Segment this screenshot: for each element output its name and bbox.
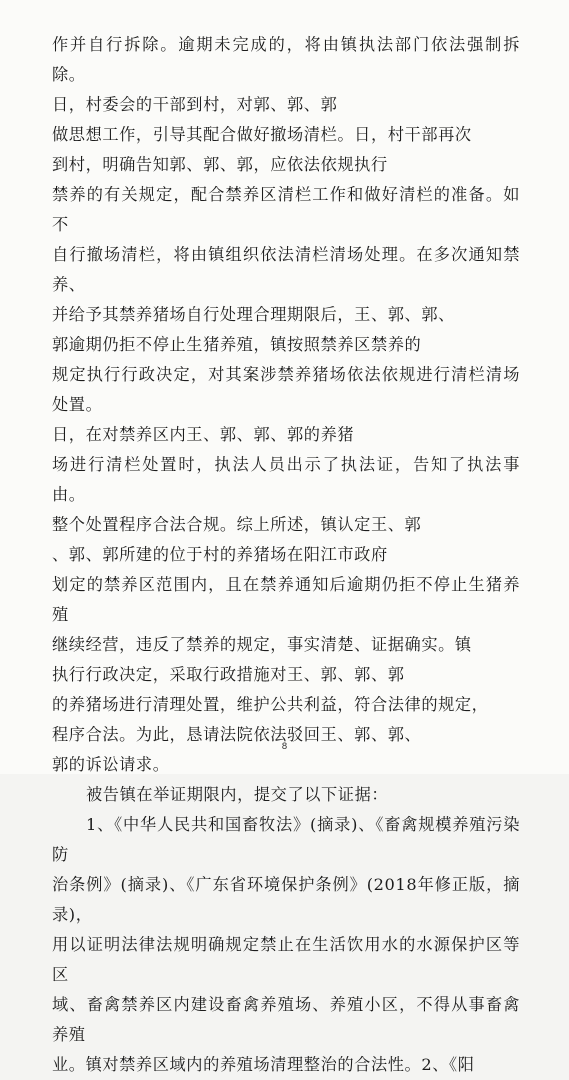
text-line: 日，村委会的干部到村，对郭、郭、郭 (52, 95, 338, 114)
text-line: 被告镇在举证期限内，提交了以下证据： (86, 785, 389, 804)
text-line: 划定的禁养区范围内，且在禁养通知后逾期仍拒不停止生猪养殖 (52, 575, 520, 624)
text-line: 1、《中华人民共和国畜牧法》(摘录)、《畜禽规模养殖污染防 (52, 815, 520, 864)
text-line: 规定执行行政决定，对其案涉禁养猪场依法依规进行清栏清场处置。 (52, 365, 520, 414)
text-line: 到村，明确告知郭、郭、郭，应依法依规执行 (52, 155, 388, 174)
text-line: 郭的诉讼请求。 (52, 755, 170, 774)
text-line: 用以证明法律法规明确规定禁止在生活饮用水的水源保护区等区 (52, 935, 520, 984)
text-line: 整个处置程序合法合规。综上所述，镇认定王、郭 (52, 515, 422, 534)
text-line: 继续经营，违反了禁养的规定，事实清楚、证据确实。镇 (52, 635, 472, 654)
text-line: 做思想工作，引导其配合做好撤场清栏。日，村干部再次 (52, 125, 472, 144)
text-line: 、郭、郭所建的位于村的养猪场在阳江市政府 (52, 545, 388, 564)
document-body (52, 30, 520, 1080)
text-line: 禁养的有关规定，配合禁养区清栏工作和做好清栏的准备。如不 (52, 185, 520, 234)
text-line: 并给予其禁养猪场自行处理合理期限后，王、郭、郭、 (52, 305, 455, 324)
text-line: 的养猪场进行清理处置，维护公共利益，符合法律的规定， (52, 695, 489, 714)
text-line: 作并自行拆除。逾期未完成的，将由镇执法部门依法强制拆除。 (52, 35, 520, 84)
text-line: 郭逾期仍拒不停止生猪养殖，镇按照禁养区禁养的 (52, 335, 422, 354)
text-line: 程序合法。为此，恳请法院依法驳回王、郭、郭、 (52, 725, 422, 744)
text-line: 执行行政决定，采取行政措施对王、郭、郭、郭 (52, 665, 405, 684)
text-line: 治条例》(摘录)、《广东省环境保护条例》(2018年修正版，摘录)， (52, 875, 520, 924)
text-line: 业。镇对禁养区域内的养殖场清理整治的合法性。2、《阳 (52, 1055, 475, 1074)
page-number: 8 (281, 742, 288, 752)
text-line: 自行撤场清栏，将由镇组织依法清栏清场处理。在多次通知禁养、 (52, 245, 520, 294)
text-line: 日，在对禁养区内王、郭、郭、郭的养猪 (52, 425, 355, 444)
text-line: 场进行清栏处置时，执法人员出示了执法证，告知了执法事由。 (52, 455, 520, 504)
text-line: 域、畜禽禁养区内建设畜禽养殖场、养殖小区，不得从事畜禽养殖 (52, 995, 520, 1044)
